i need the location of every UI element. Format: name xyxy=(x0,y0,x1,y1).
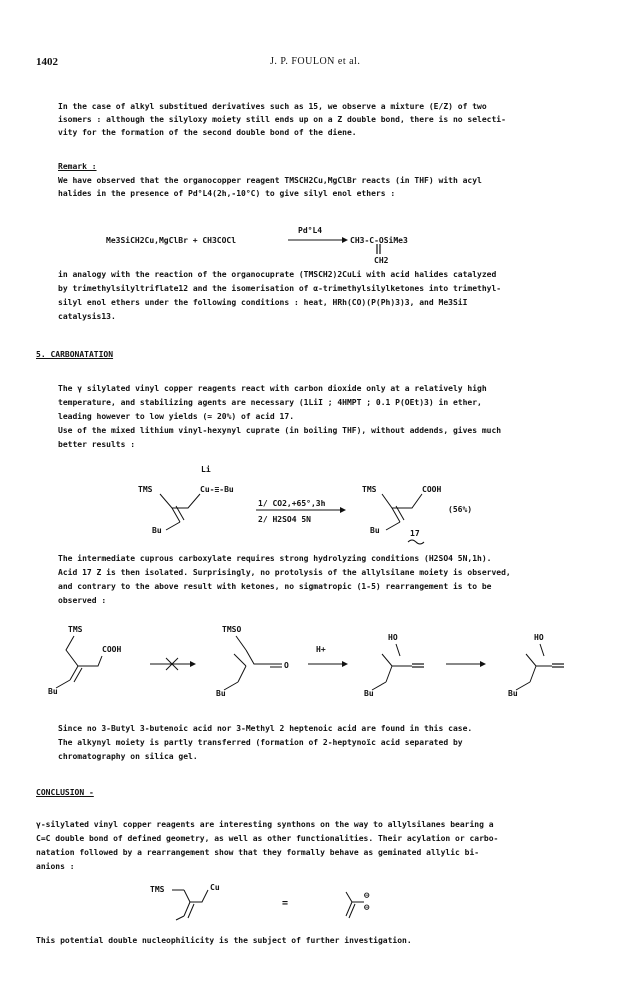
section5-line-1: The γ silylated vinyl copper reagents react with carbon dioxide only at a relatively high xyxy=(58,384,487,393)
scheme-bu-left: Bu xyxy=(152,526,162,535)
section5-line-2: temperature, and stabilizing agents are necessary (1LiI ; 4HMPT ; 0.1 P(OEt)3) in ether, xyxy=(58,398,482,407)
scheme-cond2: 2/ H2SO4 5N xyxy=(258,515,311,524)
s2-tms-1: TMS xyxy=(68,625,83,634)
running-title: J. P. FOULON et al. xyxy=(270,56,361,67)
scheme-li: Li xyxy=(201,465,211,474)
equation-reactants: Me3SiCH2Cu,MgClBr + CH3COCl xyxy=(106,236,237,245)
reaction-arrow xyxy=(288,236,348,244)
s2-ho-1: HO xyxy=(388,633,398,642)
scheme-cond1: 1/ CO2,+65°,3h xyxy=(258,499,326,508)
equation-catalyst: Pd°L4 xyxy=(298,226,323,235)
section5-b-line-1: The intermediate cuprous carboxylate requires strong hydrolyzing conditions (H2SO4 5N,1h). xyxy=(58,554,492,563)
scheme-cu-bu: Cu-≡-Bu xyxy=(200,485,234,494)
remark-line-2: halides in the presence of Pd°L4(2h,-10°C) to give silyl enol ethers : xyxy=(58,189,396,198)
conclusion-line-4: anions : xyxy=(36,862,75,871)
remark-after-2: by trimethylsilyltriflate12 and the isomerisation of α-trimethylsilylketones into trimethyl- xyxy=(58,284,502,293)
equation-product-ch2: CH2 xyxy=(374,256,389,265)
s2-bu-1: Bu xyxy=(48,687,58,696)
section5-b-line-2: Acid 17 Z is then isolated. Surprisingly, no protolysis of the allylsilane moiety is observed, xyxy=(58,568,511,577)
remark-after-1: in analogy with the reaction of the organocuprate (TMSCH2)2CuLi with acid halides catalyzed xyxy=(58,270,497,279)
para1-line-1: In the case of alkyl substitued derivatives such as 15, we observe a mixture (E/Z) of two xyxy=(58,102,487,111)
scheme-yield: (56%) xyxy=(448,505,473,514)
conclusion-line-1: γ-silylated vinyl copper reagents are interesting synthons on the way to allylsilanes bearing a xyxy=(36,820,494,829)
conclusion-line-2: C=C double bond of defined geometry, as well as other functionalities. Their acylation or carbo- xyxy=(36,834,499,843)
bianion-scheme xyxy=(150,876,410,926)
section5-line-4: Use of the mixed lithium vinyl-hexynyl cuprate (in boiling THF), without addends, gives much xyxy=(58,426,502,435)
s2-bu-2: Bu xyxy=(216,689,226,698)
scheme-tms-left: TMS xyxy=(138,485,153,494)
anion-charge-1: ⊖ xyxy=(364,891,370,901)
para1-line-2: isomers : although the silyloxy moiety still ends up on a Z double bond, there is no selecti- xyxy=(58,115,506,124)
section5-c-line-2: The alkynyl moiety is partly transferred (formation of 2-heptynoïc acid separated by xyxy=(58,738,463,747)
s2-hplus: H+ xyxy=(316,645,326,654)
bianion-tms: TMS xyxy=(150,885,165,894)
s2-o: O xyxy=(284,661,289,670)
para1-line-3: vity for the formation of the second double bond of the diene. xyxy=(58,128,357,137)
scheme-compound: 17 xyxy=(410,529,420,538)
bianion-cu: Cu xyxy=(210,883,220,892)
final-sentence: This potential double nucleophilicity is the subject of further investigation. xyxy=(36,936,412,945)
scheme-bu-right: Bu xyxy=(370,526,380,535)
scheme-cooh: COOH xyxy=(422,485,442,494)
s2-bu-4: Bu xyxy=(508,689,518,698)
equivalence-sign: = xyxy=(282,898,289,909)
section5-b-line-3: and contrary to the above result with ketones, no sigmatropic (1-5) rearrangement is to be xyxy=(58,582,492,591)
remark-heading: Remark : xyxy=(58,162,97,171)
section5-c-line-3: chromatography on silica gel. xyxy=(58,752,198,761)
anion-charge-2: ⊖ xyxy=(364,903,370,913)
section5-b-line-4: observed : xyxy=(58,596,107,605)
remark-line-1: We have observed that the organocopper reagent TMSCH2Cu,MgClBr reacts (in THF) with acyl xyxy=(58,176,482,185)
s2-cooh-1: COOH xyxy=(102,645,122,654)
remark-after-3: silyl enol ethers under the following conditions : heat, HRh(CO)(P(Ph)3)3, and Me3SiI xyxy=(58,298,468,307)
rearrangement-scheme xyxy=(40,620,600,710)
page-number: 1402 xyxy=(36,56,58,68)
scheme-tms-right: TMS xyxy=(362,485,377,494)
remark-after-4: catalysis13. xyxy=(58,312,116,321)
section5-line-3: leading however to low yields (≃ 20%) of acid 17. xyxy=(58,412,295,421)
conclusion-line-3: natation followed by a rearrangement show that they formally behave as geminated allylic bi- xyxy=(36,848,480,857)
conclusion-heading: CONCLUSION - xyxy=(36,788,94,797)
s2-tmso: TMSO xyxy=(222,625,242,634)
section5-line-5: better results : xyxy=(58,440,136,449)
carbonatation-scheme xyxy=(130,460,490,550)
s2-ho-2: HO xyxy=(534,633,544,642)
section5-heading: 5. CARBONATATION xyxy=(36,350,114,359)
equation-product: CH3-C-OSiMe3 xyxy=(350,236,408,245)
section5-c-line-1: Since no 3-Butyl 3-butenoic acid nor 3-Methyl 2 heptenoic acid are found in this case. xyxy=(58,724,473,733)
s2-bu-3: Bu xyxy=(364,689,374,698)
